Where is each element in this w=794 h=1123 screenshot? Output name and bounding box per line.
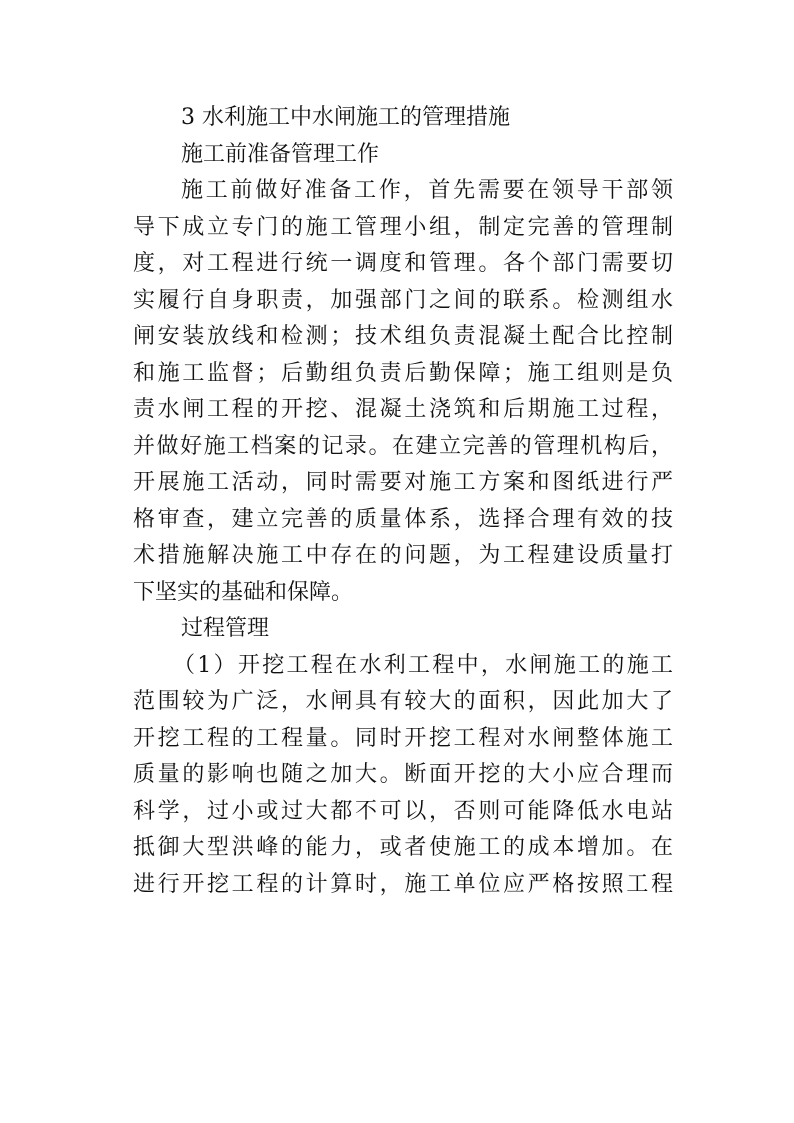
paragraph-line: 并做好施工档案的记录。在建立完善的管理机构后， bbox=[133, 433, 673, 459]
paragraph-line: 导下成立专门的施工管理小组，制定完善的管理制 bbox=[133, 214, 673, 240]
paragraph-line: 度，对工程进行统一调度和管理。各个部门需要切 bbox=[133, 251, 673, 276]
paragraph-line: 术措施解决施工中存在的问题，为工程建设质量打 bbox=[133, 543, 673, 568]
paragraph-line: 进行开挖工程的计算时，施工单位应严格按照工程 bbox=[133, 871, 673, 897]
paragraph-line: （1）开挖工程在水利工程中，水闸施工的施工 bbox=[173, 652, 673, 678]
section-title: 3 水利施工中水闸施工的管理措施 bbox=[181, 105, 510, 130]
paragraph-line: 范围较为广泛，水闸具有较大的面积，因此加大了 bbox=[133, 689, 673, 714]
paragraph-line: 科学，过小或过大都不可以，否则可能降低水电站 bbox=[133, 798, 673, 824]
paragraph-line: 开挖工程的工程量。同时开挖工程对水闸整体施工 bbox=[133, 725, 673, 751]
subsection-heading-preparation: 施工前准备管理工作 bbox=[181, 141, 380, 167]
paragraph-line: 施工前做好准备工作，首先需要在领导干部领 bbox=[181, 178, 673, 203]
paragraph-line: 质量的影响也随之加大。断面开挖的大小应合理而 bbox=[133, 762, 673, 787]
paragraph-line: 格审查，建立完善的质量体系，选择合理有效的技 bbox=[133, 506, 673, 532]
paragraph-line: 开展施工活动，同时需要对施工方案和图纸进行严 bbox=[133, 470, 673, 495]
paragraph-line: 下坚实的基础和保障。 bbox=[133, 579, 354, 605]
subsection-heading-process: 过程管理 bbox=[181, 616, 270, 641]
document-body bbox=[133, 100, 673, 903]
paragraph-line: 闸安装放线和检测；技术组负责混凝土配合比控制 bbox=[133, 324, 673, 349]
paragraph-line: 实履行自身职责，加强部门之间的联系。检测组水 bbox=[133, 287, 673, 313]
paragraph-line: 责水闸工程的开挖、混凝土浇筑和后期施工过程， bbox=[133, 397, 673, 422]
paragraph-preparation bbox=[133, 173, 673, 611]
paragraph-line: 和施工监督；后勤组负责后勤保障；施工组则是负 bbox=[133, 360, 673, 386]
paragraph-excavation bbox=[133, 648, 673, 904]
paragraph-line: 抵御大型洪峰的能力，或者使施工的成本增加。在 bbox=[133, 835, 673, 860]
